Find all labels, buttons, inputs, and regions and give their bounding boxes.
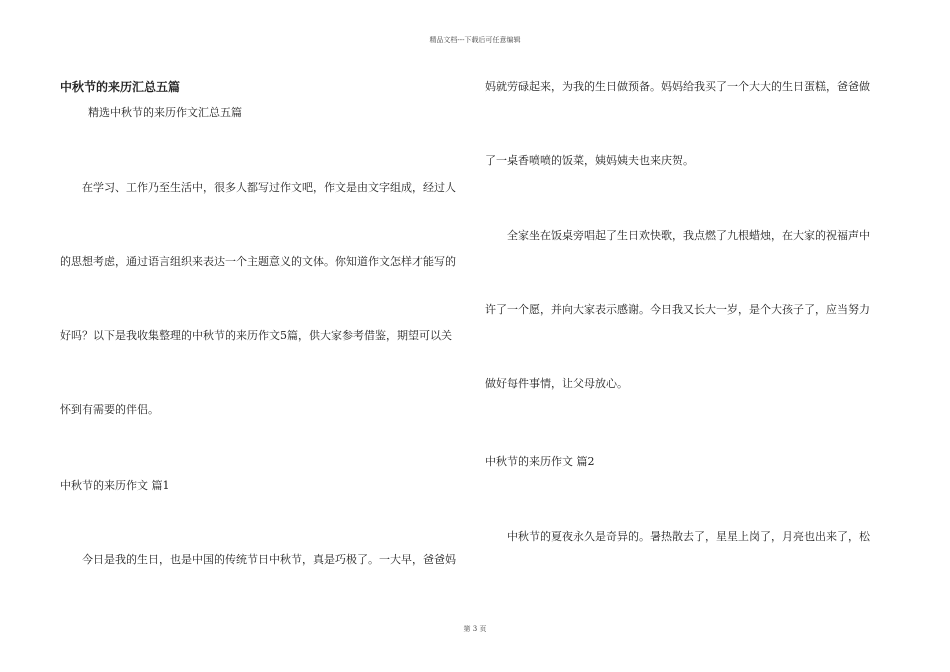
paragraph-line: 今日是我的生日，也是中国的传统节日中秋节，真是巧极了。一大早，爸爸妈 — [82, 553, 456, 566]
intro-line: 怀到有需要的伴侣。 — [60, 403, 159, 416]
page-header: 精品文档---下载后可任意编辑 — [429, 36, 521, 44]
paragraph-line: 做好每件事情，让父母放心。 — [485, 377, 628, 390]
intro-line: 的思想考虑，通过语言组织来表达一个主题意义的文体。你知道作文怎样才能写的 — [60, 255, 456, 268]
section-heading: 中秋节的来历作文 篇2 — [485, 455, 595, 468]
page-footer: 第 3 页 — [463, 625, 487, 633]
document-title: 中秋节的来历汇总五篇 — [60, 80, 181, 94]
intro-line: 在学习、工作乃至生活中，很多人都写过作文吧，作文是由文字组成，经过人 — [82, 181, 456, 194]
paragraph-line: 妈就劳碌起来，为我的生日做预备。妈妈给我买了一个大大的生日蛋糕，爸爸做 — [485, 80, 870, 93]
paragraph-line: 全家坐在饭桌旁唱起了生日欢快歌，我点燃了九根蜡烛，在大家的祝福声中 — [507, 229, 870, 242]
paragraph-line: 中秋节的夏夜永久是奇异的。暑热散去了，星星上岗了，月亮也出来了，松 — [507, 530, 870, 543]
paragraph-line: 许了一个愿，并向大家表示感谢。今日我又长大一岁，是个大孩子了，应当努力 — [485, 303, 870, 316]
intro-line: 好吗？以下是我收集整理的中秋节的来历作文5篇，供大家参考借鉴，期望可以关 — [60, 329, 452, 342]
paragraph-line: 了一桌香喷喷的饭菜，姨妈姨夫也来庆贺。 — [485, 154, 694, 167]
section-heading: 中秋节的来历作文 篇1 — [60, 479, 170, 492]
document-subtitle: 精选中秋节的来历作文汇总五篇 — [88, 106, 242, 119]
